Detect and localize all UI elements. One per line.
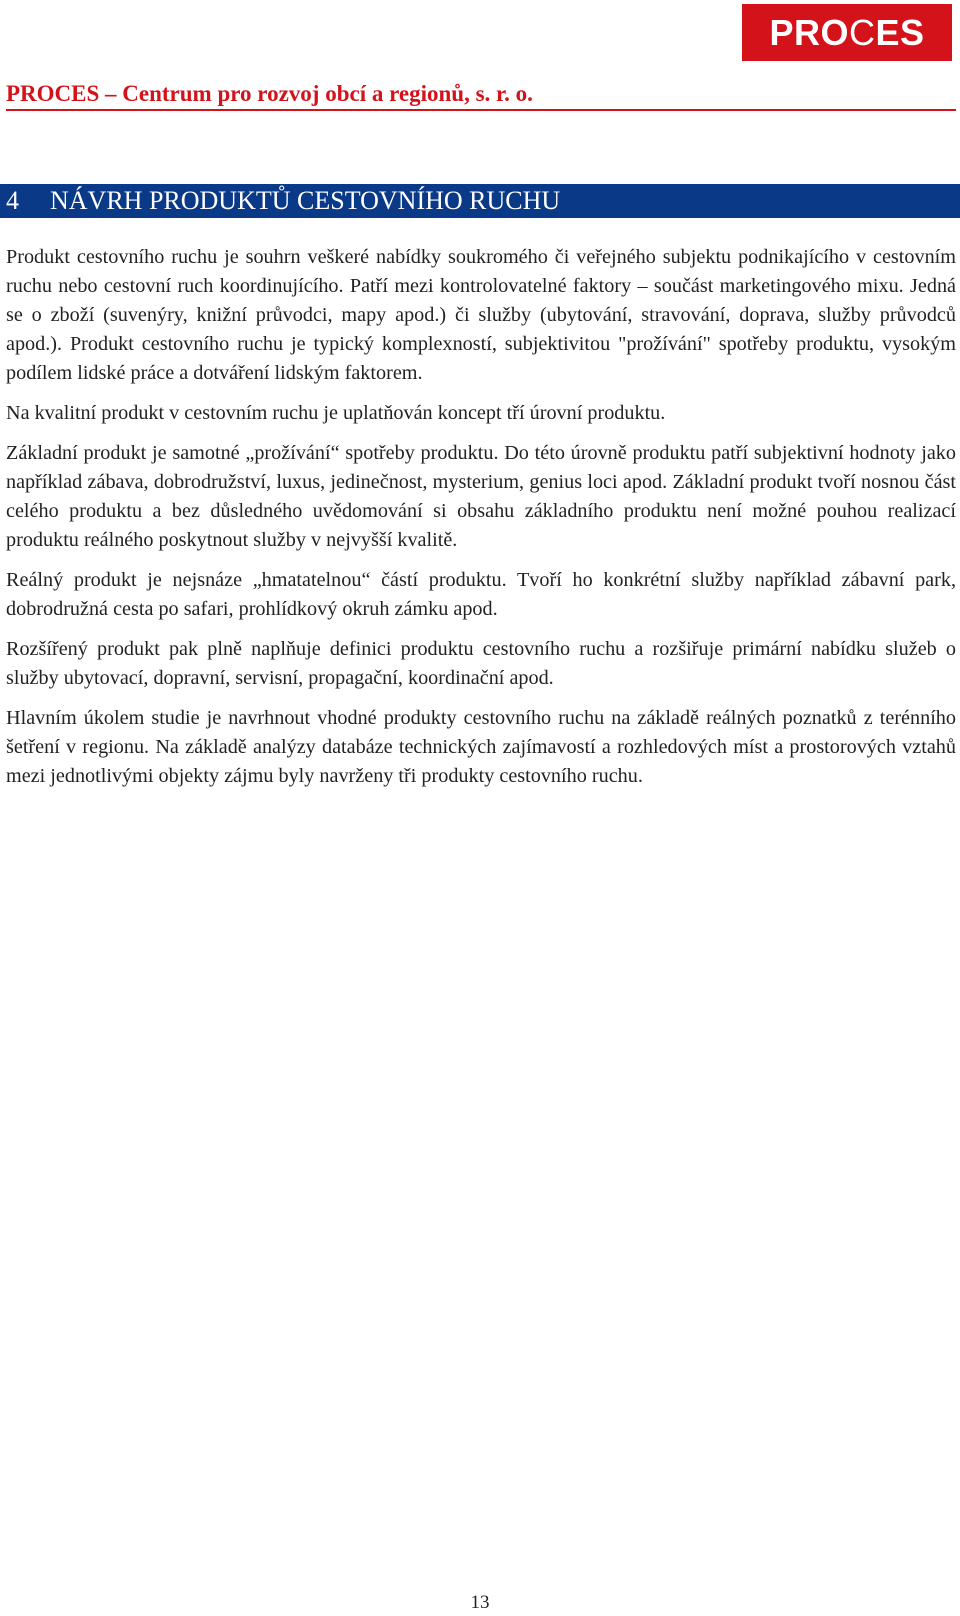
paragraph: Základní produkt je samotné „prožívání“ spotřeby produktu. Do této úrovně produktu patří subjektivní hodnoty jako například zábava, dobrodružství, luxus, jedinečnost, mysterium, genius loci apod. Základní produkt tvoří nosnou část celého produktu a bez důsledného uvědomování si obsahu základního produktu není možné pouhou realizací produktu reálného poskytnout služby v nejvyšší kvalitě. xyxy=(6,442,956,551)
logo-text-part3: ES xyxy=(875,12,925,53)
paragraph: Rozšířený produkt pak plně naplňuje definici produktu cestovního ruchu a rozšiřuje primární nabídku služeb o služby ubytovací, dopravní, servisní, propagační, koordinační apod. xyxy=(6,638,956,689)
logo-text-part1: PRO xyxy=(769,12,849,53)
chapter-title: NÁVRH PRODUKTŮ CESTOVNÍHO RUCHU xyxy=(50,186,561,215)
proces-logo xyxy=(742,4,952,61)
chapter-number: 4 xyxy=(6,186,19,215)
paragraph: Hlavním úkolem studie je navrhnout vhodné produkty cestovního ruchu na základě reálných poznatků z terénního šetření v regionu. Na základě analýzy databáze technických zajímavostí a rozhledových míst a prostorových vztahů mezi jednotlivými objekty zájmu byly navrženy tři produkty cestovního ruchu. xyxy=(6,707,956,787)
document-body xyxy=(6,243,956,802)
paragraph: Na kvalitní produkt v cestovním ruchu je uplatňován koncept tří úrovní produktu. xyxy=(6,402,666,424)
chapter-heading xyxy=(0,184,960,218)
paragraph: Produkt cestovního ruchu je souhrn veškeré nabídky soukromého či veřejného subjektu podnikajícího v cestovním ruchu nebo cestovní ruch koordinujícího. Patří mezi kontrolovatelné faktory – součást marketingového mixu. Jedná se o zboží (suvenýry, knižní průvodci, mapy apod.) či služby (ubytování, stravování, doprava, služby průvodců apod.). Produkt cestovního ruchu je typický komplexností, subjektivitou "prožívání" spotřeby produktu, vysokým podílem lidské práce a dotváření lidským faktorem. xyxy=(6,246,956,384)
organization-name: PROCES – Centrum pro rozvoj obcí a regionů, s. r. o. xyxy=(6,81,533,106)
document-header xyxy=(6,80,956,111)
paragraph: Reálný produkt je nejsnáze „hmatatelnou“ částí produktu. Tvoří ho konkrétní služby například zábavní park, dobrodružná cesta po safari, prohlídkový okruh zámku apod. xyxy=(6,569,956,620)
page-number: 13 xyxy=(470,1592,490,1613)
logo-text-part2: C xyxy=(848,12,876,53)
